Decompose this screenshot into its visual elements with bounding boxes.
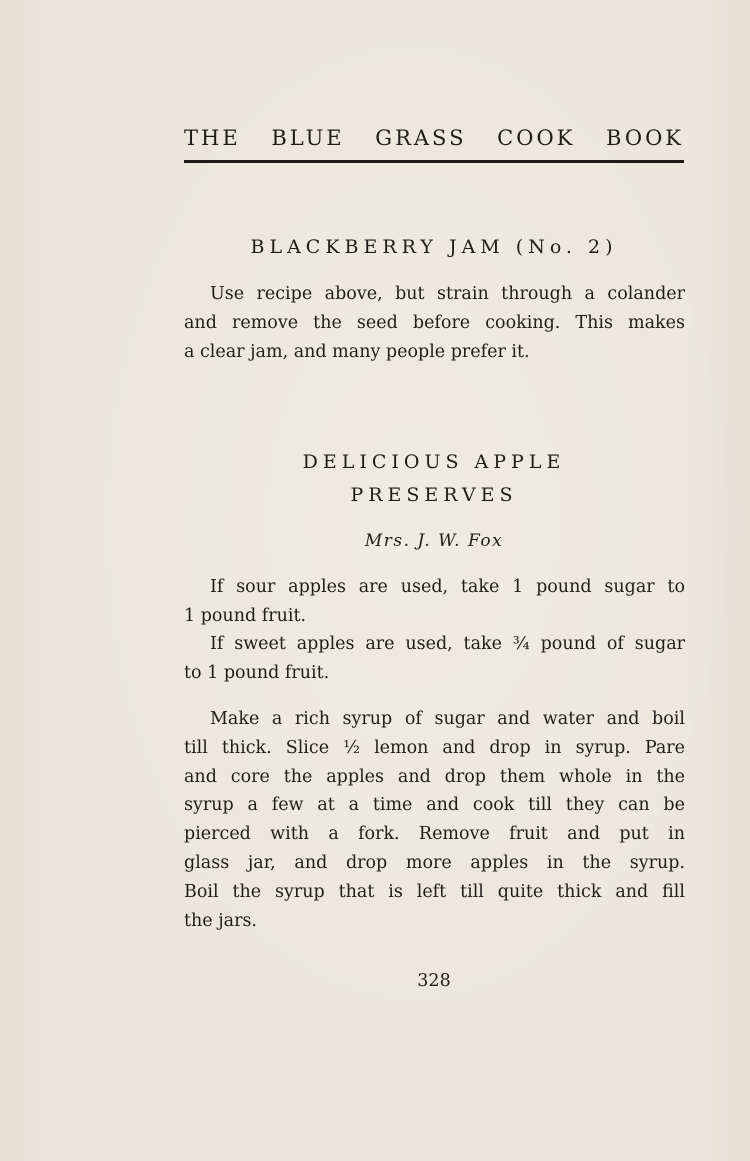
- text-line: pierced with a fork. Remove fruit and put in: [184, 824, 685, 845]
- text-line: Boil the syrup that is left till quite thick and fill: [184, 881, 685, 902]
- text-line: Make a rich syrup of sugar and water and boil: [210, 709, 685, 729]
- recipe-title-blackberry-jam: BLACKBERRY JAM (No. 2): [250, 236, 618, 258]
- running-head: THE BLUE GRASS COOK BOOK: [184, 126, 684, 150]
- text-line: If sweet apples are used, take ¾ pound of sugar: [210, 634, 685, 654]
- text-line: glass jar, and drop more apples in the syrup.: [184, 852, 685, 873]
- text-line: till thick. Slice ½ lemon and drop in syrup. Pare: [184, 737, 685, 758]
- text-line: 1 pound fruit.: [184, 605, 307, 626]
- recipe-paragraph-sweet-apples: [184, 630, 685, 688]
- page-number: 328: [417, 971, 451, 991]
- text-line: a clear jam, and many people prefer it.: [184, 341, 530, 362]
- text-line: the jars.: [184, 910, 257, 931]
- header-rule: [184, 160, 684, 163]
- text-line: Use recipe above, but strain through a colander: [210, 284, 685, 304]
- text-line: and core the apples and drop them whole in the: [184, 766, 685, 787]
- recipe-author: Mrs. J. W. Fox: [364, 531, 504, 551]
- recipe-paragraph-sour-apples: [184, 573, 685, 631]
- text-line: syrup a few at a time and cook till they can be: [184, 795, 685, 816]
- recipe-title-apple-preserves-line1: DELICIOUS APPLE: [302, 451, 566, 473]
- recipe-paragraph-method: [184, 705, 685, 935]
- text-line: and remove the seed before cooking. This makes: [184, 312, 685, 333]
- recipe-title-apple-preserves-line2: PRESERVES: [350, 484, 518, 506]
- text-line: to 1 pound fruit.: [184, 662, 330, 683]
- recipe-body-blackberry-jam: [184, 280, 685, 366]
- text-line: If sour apples are used, take 1 pound sugar to: [210, 577, 685, 597]
